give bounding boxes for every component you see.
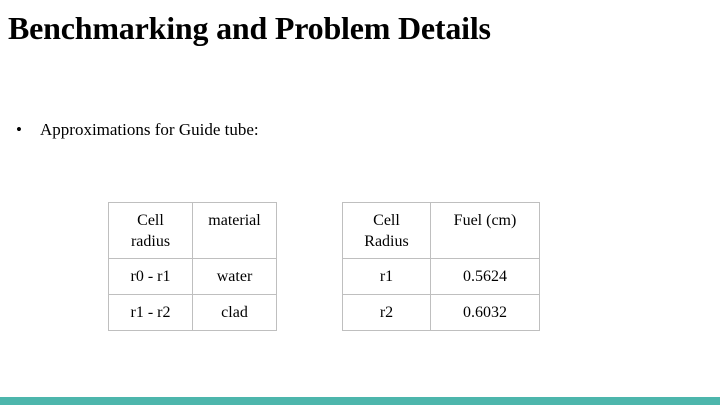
table-cell: r1 - r2 <box>109 295 193 331</box>
header-cell-radius-line1: Cell <box>137 212 164 229</box>
table-header-row <box>343 203 540 259</box>
header-cell-radius <box>109 203 193 259</box>
table-cell: clad <box>193 295 277 331</box>
bullet-item <box>16 120 259 140</box>
table-header-row <box>109 203 277 259</box>
slide-title: Benchmarking and Problem Details <box>8 10 491 46</box>
bullet-text: Approximations for Guide tube: <box>40 120 259 139</box>
header-cell-radius-line1: Cell <box>373 212 400 229</box>
header-material: material <box>193 203 277 259</box>
header-cell-radius-line2: Radius <box>364 233 409 250</box>
header-cell-radius <box>343 203 431 259</box>
header-fuel-cm: Fuel (cm) <box>431 203 540 259</box>
footer-accent-bar <box>0 397 720 405</box>
table-row <box>343 259 540 295</box>
table-row <box>109 259 277 295</box>
table-cell: water <box>193 259 277 295</box>
table-row <box>109 295 277 331</box>
guide-tube-material-table <box>108 202 277 331</box>
table-cell: r1 <box>343 259 431 295</box>
table-row <box>343 295 540 331</box>
header-cell-radius-line2: radius <box>130 233 171 250</box>
table-cell: 0.5624 <box>431 259 540 295</box>
table-cell: 0.6032 <box>431 295 540 331</box>
guide-tube-radius-table <box>342 202 540 331</box>
table-cell: r2 <box>343 295 431 331</box>
table-cell: r0 - r1 <box>109 259 193 295</box>
bullet-symbol: • <box>16 120 22 139</box>
